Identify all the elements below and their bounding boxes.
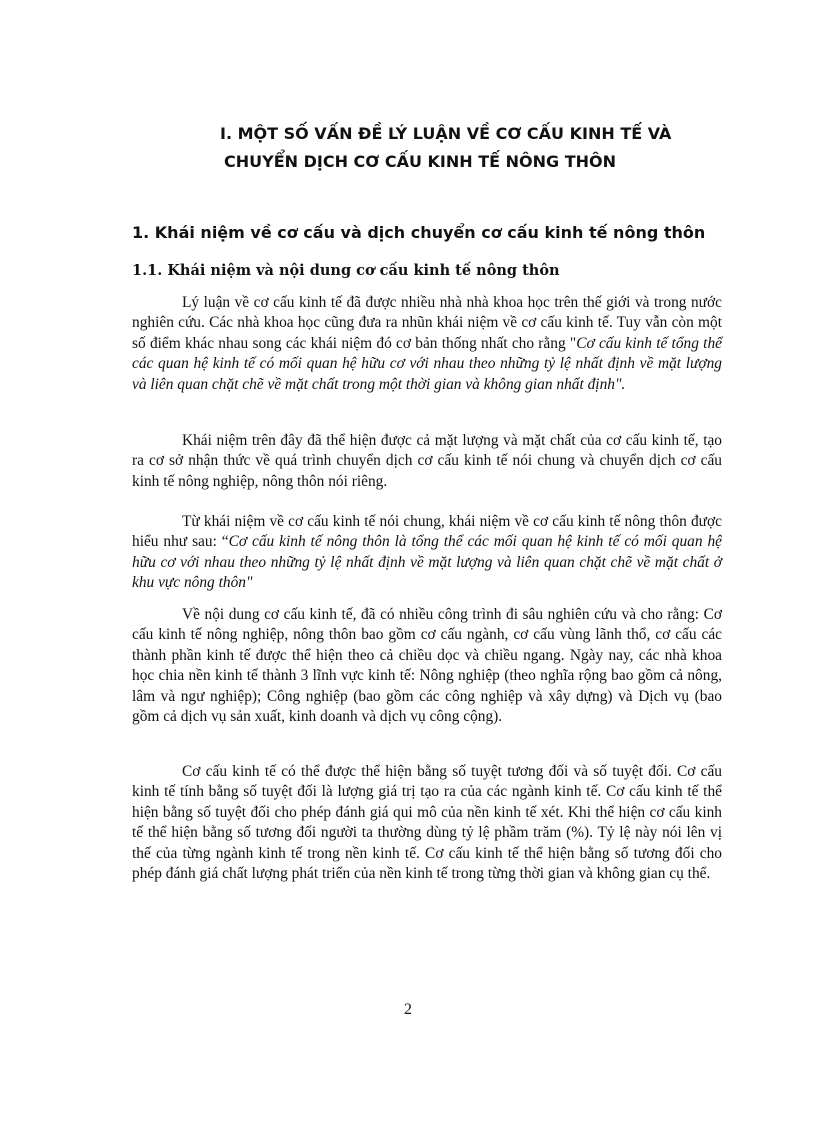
paragraph-2-text: Khái niệm trên đây đã thể hiện được cả mặt lượng và mặt chất của cơ cấu kinh tế, tạo ra cơ sở nhận thức về quá trình chuyển dịch cơ cấu kinh tế nói chung và chuyển dịch cơ cấu kinh tế nông nghiệp, nông thôn nói riêng.	[132, 432, 722, 490]
paragraph-3-definition: Cơ cấu kinh tế nông thôn là tổng thể các mối quan hệ kinh tế có mối quan hệ hữu cơ với nhau theo những tỷ lệ nhất định về mặt lượng và liên quan chặt chẽ về mặt chất ở khu vực nông thôn"	[132, 533, 722, 592]
paragraph-3-plain: Từ khái niệm về cơ cấu kinh tế nói chung, khái niệm về cơ cấu kinh tế nông thôn được hiểu như sau: “	[132, 513, 722, 551]
page-number: 2	[404, 1001, 412, 1018]
paragraph-2	[132, 431, 722, 492]
paragraph-4	[132, 605, 722, 727]
paragraph-5-text: Cơ cấu kinh tế có thể được thể hiện bằng số tuyệt tương đối và số tuyệt đối. Cơ cấu kinh tế tính bằng số tuyệt đối là lượng giá trị tạo ra của các ngành kinh tế. Cơ cấu kinh tế thể hiện bằng số tuyệt đối cho phép đánh giá qui mô của nền kinh tế xét. Khi thể hiện cơ cấu kinh tế thể hiện bằng số tương đối người ta thường dùng tỷ lệ phầm trăm (%). Tỷ lệ này nói lên vị thế của từng ngành kinh tế trong nền kinh tế. Cơ cấu kinh tế thể hiện bằng số tương đối cho phép đánh giá chất lượng phát triển của nền kinh tế trong từng thời gian và không gian cụ thể.	[132, 763, 722, 883]
paragraph-3	[132, 512, 722, 594]
section-heading: 1. Khái niệm về cơ cấu và dịch chuyển cơ cấu kinh tế nông thôn	[132, 223, 706, 242]
chapter-title-line-1: I. MỘT SỐ VẤN ĐỀ LÝ LUẬN VỀ CƠ CẤU KINH TẾ VÀ	[220, 124, 672, 143]
paragraph-4-text: Về nội dung cơ cấu kinh tế, đã có nhiều công trình đi sâu nghiên cứu và cho rằng: Cơ cấu kinh tế nông nghiệp, nông thôn bao gồm cơ cấu ngành, cơ cấu vùng lãnh thổ, cơ cấu các thành phần kinh tế được thể hiện theo cả chiều dọc và chiều ngang. Ngày nay, các nhà khoa học chia nền kinh tế thành 3 lĩnh vực kinh tế: Nông nghiệp (theo nghĩa rộng bao gồm cả nông, lâm và ngư nghiệp); Công nghiệp (bao gồm các công nghiệp và xây dựng) và Dịch vụ (bao gồm cả dịch vụ sản xuất, kinh doanh và dịch vụ công cộng).	[132, 606, 722, 726]
chapter-title	[180, 120, 720, 176]
paragraph-1-plain: Lý luận về cơ cấu kinh tế đã được nhiều nhà nhà khoa học trên thế giới và trong nước nghiên cứu. Các nhà khoa học cũng đưa ra nhũn khái niệm về cơ cấu kinh tế. Tuy vẫn còn một số điểm khác nhau song các khái niệm đó cơ bản thống nhất cho rằng "	[132, 294, 722, 352]
paragraph-5	[132, 762, 722, 884]
chapter-title-line-2: CHUYỂN DỊCH CƠ CẤU KINH TẾ NÔNG THÔN	[224, 152, 617, 171]
paragraph-1-definition: Cơ cấu kinh tế tổng thể các quan hệ kinh tế có mối quan hệ hữu cơ với nhau theo những tỷ lệ nhất định về mặt lượng và liên quan chặt chẽ về mặt chất trong một thời gian và không gian nhất định".	[132, 334, 722, 393]
subsection-heading: 1.1. Khái niệm và nội dung cơ cấu kinh tế nông thôn	[132, 262, 560, 279]
paragraph-1	[132, 293, 722, 395]
